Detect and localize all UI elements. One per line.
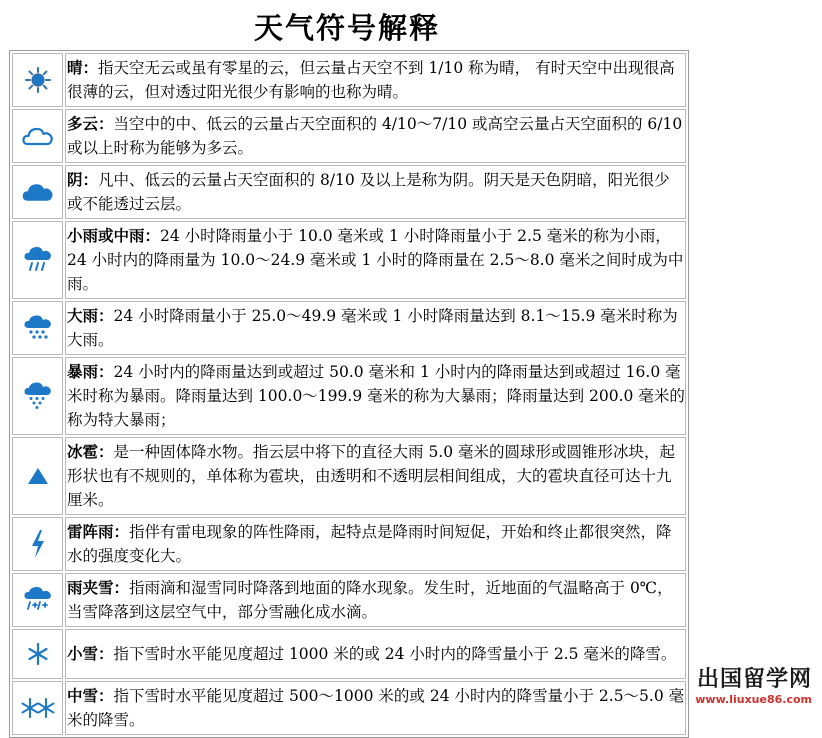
term-description: 是一种固体降水物。指云层中将下的直径大雨 5.0 毫米的圆球形或圆锥形冰块，起形状也有不规则的，单体称为雹块，由透明和不透明层相间组成，大的雹块直径可达十九厘米。: [67, 443, 676, 509]
thunder-shower-icon: [28, 529, 48, 559]
term-label: 冰雹：: [67, 442, 114, 461]
icon-cell: [12, 165, 63, 219]
overcast-icon: [22, 181, 54, 203]
term-description: 24 小时内的降雨量达到或超过 50.0 毫米和 1 小时内的降雨量达到或超过 16.0 毫米时称为暴雨。降雨量达到 100.0～199.9 毫米的称为大暴雨；降雨量达到 200.0 毫米的称为特大暴雨；: [67, 363, 685, 429]
description-cell: [65, 517, 686, 571]
term-description: 指伴有雷电现象的阵性降雨，起特点是降雨时间短促，开始和终止都很突然，降水的强度变化大。: [67, 523, 672, 565]
table-row: [12, 221, 686, 299]
term-label: 小雨或中雨：: [67, 226, 161, 245]
icon-cell: [12, 437, 63, 515]
table-row: [12, 573, 686, 627]
icon-cell: [12, 357, 63, 435]
term-label: 阴：: [67, 170, 99, 189]
term-label: 雨夹雪：: [67, 578, 130, 597]
watermark-brand: 出国留学网: [696, 667, 812, 692]
icon-cell: [12, 221, 63, 299]
table-row: [12, 681, 686, 735]
icon-cell: [12, 681, 63, 735]
description-cell: [65, 629, 686, 679]
term-description: 指天空无云或虽有零星的云，但云量占天空不到 1/10 称为晴， 有时天空中出现很高很薄的云，但对透过阳光很少有影响的也称为晴。: [67, 59, 675, 101]
term-description: 指下雪时水平能见度超过 500～1000 米的或 24 小时内的降雪量小于 2.5～5.0 毫米的降雪。: [67, 687, 685, 729]
table-row: [12, 437, 686, 515]
table-row: [12, 357, 686, 435]
table-row: [12, 301, 686, 355]
watermark-url: www.liuxue86.com: [695, 693, 812, 706]
heavy-rain-icon: [23, 314, 53, 342]
icon-cell: [12, 573, 63, 627]
moderate-snow-icon: [21, 697, 55, 719]
term-description: 当空中的中、低云的云量占天空面积的 4/10～7/10 或高空云量占天空面积的 6/10 或以上时称为能够为多云。: [67, 115, 683, 157]
sleet-icon: [23, 586, 53, 614]
term-description: 指雨滴和湿雪同时降落到地面的降水现象。发生时，近地面的气温略高于 0℃，当雪降落到这层空气中，部分雪融化成水滴。: [67, 579, 673, 621]
table-row: [12, 53, 686, 107]
icon-cell: [12, 301, 63, 355]
light-rain-icon: [23, 245, 53, 275]
sunny-icon: [25, 67, 51, 93]
description-cell: [65, 301, 686, 355]
cloudy-icon: [22, 125, 54, 147]
page-title: 天气符号解释: [253, 11, 440, 45]
term-label: 暴雨：: [67, 362, 114, 381]
description-cell: [65, 53, 686, 107]
term-label: 中雪：: [67, 686, 114, 705]
term-label: 小雪：: [67, 644, 114, 663]
term-label: 晴：: [67, 58, 99, 77]
light-snow-icon: [26, 642, 50, 666]
term-description: 指下雪时水平能见度超过 1000 米的或 24 小时内的降雪量小于 2.5 毫米的降雪。: [113, 645, 677, 663]
table-row: [12, 165, 686, 219]
table-row: [12, 517, 686, 571]
description-cell: [65, 165, 686, 219]
description-cell: [65, 357, 686, 435]
term-description: 凡中、低云的云量占天空面积的 8/10 及以上是称为阴。阴天是天色阴暗，阳光很少或不能透过云层。: [67, 171, 670, 213]
term-label: 大雨：: [67, 306, 114, 325]
term-label: 雷阵雨：: [67, 522, 130, 541]
site-watermark: [695, 662, 812, 706]
weather-symbol-table: [9, 50, 689, 738]
icon-cell: [12, 517, 63, 571]
table-row: [12, 109, 686, 163]
hail-icon: [26, 466, 50, 486]
term-label: 多云：: [67, 114, 114, 133]
rainstorm-icon: [23, 381, 53, 411]
icon-cell: [12, 109, 63, 163]
term-description: 24 小时降雨量小于 10.0 毫米或 1 小时降雨量小于 2.5 毫米的称为小雨，24 小时内的降雨量为 10.0～24.9 毫米或 1 小时的降雨量在 2.5～8.0 毫米之间时成为中雨。: [67, 227, 684, 293]
description-cell: [65, 681, 686, 735]
description-cell: [65, 437, 686, 515]
description-cell: [65, 109, 686, 163]
description-cell: [65, 221, 686, 299]
description-cell: [65, 573, 686, 627]
term-description: 24 小时降雨量小于 25.0～49.9 毫米或 1 小时降雨量达到 8.1～15.9 毫米时称为大雨。: [67, 307, 678, 349]
icon-cell: [12, 629, 63, 679]
icon-cell: [12, 53, 63, 107]
table-row: [12, 629, 686, 679]
